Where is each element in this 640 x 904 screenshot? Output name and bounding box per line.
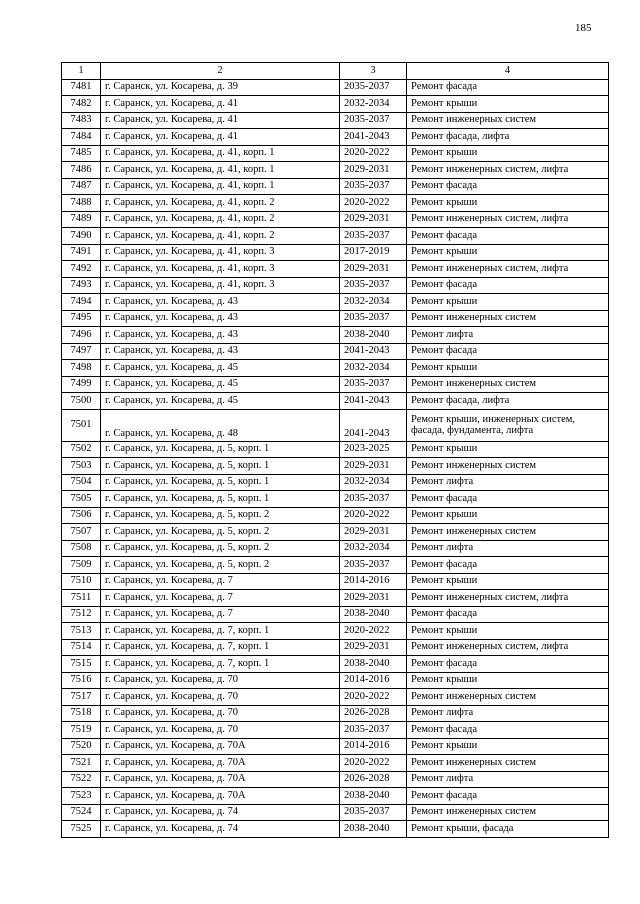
period-cell: 2017-2019: [340, 244, 407, 261]
period-cell: 2029-2031: [340, 261, 407, 278]
row-number-cell: 7512: [62, 606, 101, 623]
period-cell: 2041-2043: [340, 343, 407, 360]
work-type-cell: Ремонт лифта: [407, 474, 609, 491]
row-number-cell: 7488: [62, 195, 101, 212]
table-row: [62, 672, 609, 689]
work-type-cell: Ремонт фасада, лифта: [407, 129, 609, 146]
address-cell: г. Саранск, ул. Косарева, д. 41, корп. 1: [101, 162, 340, 179]
period-cell: 2041-2043: [340, 129, 407, 146]
work-type-cell: Ремонт инженерных систем, лифта: [407, 211, 609, 228]
table-row: [62, 310, 609, 327]
period-cell: 2035-2037: [340, 804, 407, 821]
period-cell: 2038-2040: [340, 821, 407, 838]
table-row: [62, 656, 609, 673]
table-row: [62, 261, 609, 278]
work-type-cell: Ремонт крыши, инженерных систем, фасада, фундамента, лифта: [407, 409, 609, 441]
period-cell: 2026-2028: [340, 771, 407, 788]
row-number-cell: 7499: [62, 376, 101, 393]
period-cell: 2029-2031: [340, 524, 407, 541]
header-col-1: 1: [62, 63, 101, 80]
period-cell: 2029-2031: [340, 639, 407, 656]
row-number-cell: 7513: [62, 623, 101, 640]
work-type-cell: Ремонт крыши: [407, 623, 609, 640]
address-cell: г. Саранск, ул. Косарева, д. 7: [101, 573, 340, 590]
work-type-cell: Ремонт инженерных систем: [407, 458, 609, 475]
address-cell: г. Саранск, ул. Косарева, д. 5, корп. 2: [101, 557, 340, 574]
period-cell: 2020-2022: [340, 507, 407, 524]
table-row: [62, 524, 609, 541]
period-cell: 2020-2022: [340, 195, 407, 212]
work-type-cell: Ремонт фасада: [407, 343, 609, 360]
table-row: [62, 507, 609, 524]
period-cell: 2038-2040: [340, 606, 407, 623]
table-row: [62, 244, 609, 261]
address-cell: г. Саранск, ул. Косарева, д. 5, корп. 2: [101, 507, 340, 524]
table-row: [62, 606, 609, 623]
work-type-cell: Ремонт фасада: [407, 656, 609, 673]
address-cell: г. Саранск, ул. Косарева, д. 43: [101, 310, 340, 327]
address-cell: г. Саранск, ул. Косарева, д. 5, корп. 2: [101, 524, 340, 541]
address-cell: г. Саранск, ул. Косарева, д. 45: [101, 360, 340, 377]
address-cell: г. Саранск, ул. Косарева, д. 74: [101, 821, 340, 838]
work-type-cell: Ремонт фасада: [407, 722, 609, 739]
row-number-cell: 7514: [62, 639, 101, 656]
work-type-cell: Ремонт лифта: [407, 327, 609, 344]
row-number-cell: 7520: [62, 738, 101, 755]
row-number-cell: 7517: [62, 689, 101, 706]
period-cell: 2020-2022: [340, 145, 407, 162]
address-cell: г. Саранск, ул. Косарева, д. 41: [101, 129, 340, 146]
row-number-cell: 7505: [62, 491, 101, 508]
row-number-cell: 7502: [62, 441, 101, 458]
address-cell: г. Саранск, ул. Косарева, д. 41, корп. 1: [101, 178, 340, 195]
period-cell: 2038-2040: [340, 327, 407, 344]
work-type-cell: Ремонт крыши: [407, 672, 609, 689]
table-row: [62, 145, 609, 162]
address-cell: г. Саранск, ул. Косарева, д. 43: [101, 327, 340, 344]
address-cell: г. Саранск, ул. Косарева, д. 70: [101, 705, 340, 722]
address-cell: г. Саранск, ул. Косарева, д. 70А: [101, 788, 340, 805]
period-cell: 2020-2022: [340, 623, 407, 640]
table-row: [62, 623, 609, 640]
table-row: [62, 738, 609, 755]
work-type-cell: Ремонт инженерных систем, лифта: [407, 261, 609, 278]
address-cell: г. Саранск, ул. Косарева, д. 5, корп. 1: [101, 474, 340, 491]
address-cell: г. Саранск, ул. Косарева, д. 41, корп. 2: [101, 195, 340, 212]
table-row: [62, 804, 609, 821]
address-cell: г. Саранск, ул. Косарева, д. 70А: [101, 755, 340, 772]
row-number-cell: 7493: [62, 277, 101, 294]
row-number-cell: 7497: [62, 343, 101, 360]
page-number: 185: [575, 22, 592, 34]
period-cell: 2014-2016: [340, 672, 407, 689]
table-row: [62, 689, 609, 706]
row-number-cell: 7495: [62, 310, 101, 327]
row-number-cell: 7521: [62, 755, 101, 772]
table-row: [62, 639, 609, 656]
address-cell: г. Саранск, ул. Косарева, д. 5, корп. 1: [101, 458, 340, 475]
address-cell: г. Саранск, ул. Косарева, д. 41: [101, 112, 340, 129]
table-row: [62, 162, 609, 179]
work-type-cell: Ремонт фасада: [407, 606, 609, 623]
row-number-cell: 7504: [62, 474, 101, 491]
work-type-cell: Ремонт инженерных систем: [407, 689, 609, 706]
period-cell: 2035-2037: [340, 228, 407, 245]
table-row: [62, 409, 609, 441]
work-type-cell: Ремонт крыши: [407, 195, 609, 212]
address-cell: г. Саранск, ул. Косарева, д. 7: [101, 606, 340, 623]
work-type-cell: Ремонт фасада: [407, 79, 609, 96]
table-row: [62, 441, 609, 458]
row-number-cell: 7483: [62, 112, 101, 129]
period-cell: 2035-2037: [340, 277, 407, 294]
table-row: [62, 343, 609, 360]
address-cell: г. Саранск, ул. Косарева, д. 45: [101, 376, 340, 393]
table-row: [62, 96, 609, 113]
address-cell: г. Саранск, ул. Косарева, д. 48: [101, 409, 340, 441]
address-cell: г. Саранск, ул. Косарева, д. 41, корп. 1: [101, 145, 340, 162]
work-type-cell: Ремонт инженерных систем: [407, 376, 609, 393]
row-number-cell: 7487: [62, 178, 101, 195]
period-cell: 2038-2040: [340, 788, 407, 805]
address-cell: г. Саранск, ул. Косарева, д. 7, корп. 1: [101, 623, 340, 640]
work-type-cell: Ремонт инженерных систем, лифта: [407, 162, 609, 179]
table-row: [62, 540, 609, 557]
work-type-cell: Ремонт крыши: [407, 244, 609, 261]
table-row: [62, 360, 609, 377]
row-number-cell: 7481: [62, 79, 101, 96]
work-type-cell: Ремонт крыши: [407, 573, 609, 590]
row-number-cell: 7484: [62, 129, 101, 146]
row-number-cell: 7485: [62, 145, 101, 162]
table-row: [62, 491, 609, 508]
table-row: [62, 376, 609, 393]
address-cell: г. Саранск, ул. Косарева, д. 45: [101, 393, 340, 410]
work-type-cell: Ремонт лифта: [407, 540, 609, 557]
row-number-cell: 7510: [62, 573, 101, 590]
row-number-cell: 7490: [62, 228, 101, 245]
period-cell: 2038-2040: [340, 656, 407, 673]
work-type-cell: Ремонт инженерных систем: [407, 524, 609, 541]
row-number-cell: 7494: [62, 294, 101, 311]
period-cell: 2041-2043: [340, 409, 407, 441]
row-number-cell: 7519: [62, 722, 101, 739]
period-cell: 2035-2037: [340, 491, 407, 508]
period-cell: 2035-2037: [340, 557, 407, 574]
table-row: [62, 112, 609, 129]
period-cell: 2023-2025: [340, 441, 407, 458]
work-type-cell: Ремонт инженерных систем: [407, 804, 609, 821]
row-number-cell: 7500: [62, 393, 101, 410]
address-cell: г. Саранск, ул. Косарева, д. 70: [101, 689, 340, 706]
address-cell: г. Саранск, ул. Косарева, д. 41, корп. 2: [101, 211, 340, 228]
work-type-cell: Ремонт инженерных систем: [407, 310, 609, 327]
period-cell: 2035-2037: [340, 178, 407, 195]
period-cell: 2035-2037: [340, 722, 407, 739]
period-cell: 2032-2034: [340, 540, 407, 557]
period-cell: 2032-2034: [340, 294, 407, 311]
row-number-cell: 7492: [62, 261, 101, 278]
table-body: [62, 79, 609, 837]
table-row: [62, 195, 609, 212]
work-type-cell: Ремонт крыши, фасада: [407, 821, 609, 838]
work-type-cell: Ремонт фасада: [407, 277, 609, 294]
period-cell: 2029-2031: [340, 162, 407, 179]
table-row: [62, 755, 609, 772]
period-cell: 2014-2016: [340, 738, 407, 755]
table-row: [62, 788, 609, 805]
address-cell: г. Саранск, ул. Косарева, д. 70А: [101, 738, 340, 755]
work-type-cell: Ремонт лифта: [407, 705, 609, 722]
address-cell: г. Саранск, ул. Косарева, д. 39: [101, 79, 340, 96]
period-cell: 2035-2037: [340, 112, 407, 129]
period-cell: 2020-2022: [340, 689, 407, 706]
address-cell: г. Саранск, ул. Косарева, д. 70: [101, 722, 340, 739]
table-row: [62, 277, 609, 294]
table-row: [62, 327, 609, 344]
period-cell: 2029-2031: [340, 211, 407, 228]
table-row: [62, 557, 609, 574]
work-type-cell: Ремонт крыши: [407, 294, 609, 311]
work-type-cell: Ремонт крыши: [407, 145, 609, 162]
table-row: [62, 705, 609, 722]
work-type-cell: Ремонт фасада: [407, 228, 609, 245]
address-cell: г. Саранск, ул. Косарева, д. 5, корп. 1: [101, 491, 340, 508]
address-cell: г. Саранск, ул. Косарева, д. 41: [101, 96, 340, 113]
address-cell: г. Саранск, ул. Косарева, д. 41, корп. 3: [101, 244, 340, 261]
period-cell: 2029-2031: [340, 590, 407, 607]
header-col-2: 2: [101, 63, 340, 80]
row-number-cell: 7518: [62, 705, 101, 722]
address-cell: г. Саранск, ул. Косарева, д. 74: [101, 804, 340, 821]
period-cell: 2029-2031: [340, 458, 407, 475]
work-type-cell: Ремонт фасада, лифта: [407, 393, 609, 410]
work-type-cell: Ремонт крыши: [407, 738, 609, 755]
table-row: [62, 573, 609, 590]
work-type-cell: Ремонт крыши: [407, 96, 609, 113]
period-cell: 2035-2037: [340, 376, 407, 393]
header-col-4: 4: [407, 63, 609, 80]
work-type-cell: Ремонт крыши: [407, 507, 609, 524]
period-cell: 2032-2034: [340, 474, 407, 491]
table-row: [62, 178, 609, 195]
work-type-cell: Ремонт фасада: [407, 491, 609, 508]
address-cell: г. Саранск, ул. Косарева, д. 70А: [101, 771, 340, 788]
row-number-cell: 7523: [62, 788, 101, 805]
header-col-3: 3: [340, 63, 407, 80]
row-number-cell: 7515: [62, 656, 101, 673]
row-number-cell: 7506: [62, 507, 101, 524]
period-cell: 2032-2034: [340, 360, 407, 377]
address-cell: г. Саранск, ул. Косарева, д. 41, корп. 3: [101, 261, 340, 278]
address-cell: г. Саранск, ул. Косарева, д. 7: [101, 590, 340, 607]
period-cell: 2026-2028: [340, 705, 407, 722]
row-number-cell: 7501: [62, 409, 101, 441]
address-cell: г. Саранск, ул. Косарева, д. 41, корп. 3: [101, 277, 340, 294]
table-row: [62, 590, 609, 607]
row-number-cell: 7503: [62, 458, 101, 475]
row-number-cell: 7482: [62, 96, 101, 113]
row-number-cell: 7491: [62, 244, 101, 261]
period-cell: 2032-2034: [340, 96, 407, 113]
header-row: [62, 63, 609, 80]
work-type-cell: Ремонт крыши: [407, 441, 609, 458]
row-number-cell: 7486: [62, 162, 101, 179]
row-number-cell: 7522: [62, 771, 101, 788]
work-type-cell: Ремонт инженерных систем: [407, 755, 609, 772]
work-type-cell: Ремонт крыши: [407, 360, 609, 377]
row-number-cell: 7489: [62, 211, 101, 228]
period-cell: 2035-2037: [340, 79, 407, 96]
period-cell: 2041-2043: [340, 393, 407, 410]
row-number-cell: 7508: [62, 540, 101, 557]
repair-schedule-table: [61, 62, 609, 838]
address-cell: г. Саранск, ул. Косарева, д. 41, корп. 2: [101, 228, 340, 245]
table-row: [62, 458, 609, 475]
work-type-cell: Ремонт инженерных систем: [407, 112, 609, 129]
table-row: [62, 821, 609, 838]
row-number-cell: 7511: [62, 590, 101, 607]
row-number-cell: 7507: [62, 524, 101, 541]
work-type-cell: Ремонт фасада: [407, 178, 609, 195]
table-row: [62, 722, 609, 739]
address-cell: г. Саранск, ул. Косарева, д. 43: [101, 294, 340, 311]
address-cell: г. Саранск, ул. Косарева, д. 70: [101, 672, 340, 689]
row-number-cell: 7525: [62, 821, 101, 838]
table-row: [62, 771, 609, 788]
work-type-cell: Ремонт фасада: [407, 557, 609, 574]
table-row: [62, 211, 609, 228]
table-row: [62, 129, 609, 146]
row-number-cell: 7524: [62, 804, 101, 821]
address-cell: г. Саранск, ул. Косарева, д. 5, корп. 2: [101, 540, 340, 557]
table-row: [62, 294, 609, 311]
work-type-cell: Ремонт инженерных систем, лифта: [407, 590, 609, 607]
address-cell: г. Саранск, ул. Косарева, д. 43: [101, 343, 340, 360]
row-number-cell: 7496: [62, 327, 101, 344]
row-number-cell: 7509: [62, 557, 101, 574]
period-cell: 2014-2016: [340, 573, 407, 590]
address-cell: г. Саранск, ул. Косарева, д. 5, корп. 1: [101, 441, 340, 458]
period-cell: 2035-2037: [340, 310, 407, 327]
row-number-cell: 7516: [62, 672, 101, 689]
period-cell: 2020-2022: [340, 755, 407, 772]
table-row: [62, 393, 609, 410]
table-row: [62, 474, 609, 491]
address-cell: г. Саранск, ул. Косарева, д. 7, корп. 1: [101, 656, 340, 673]
table-row: [62, 228, 609, 245]
row-number-cell: 7498: [62, 360, 101, 377]
table-header: [62, 63, 609, 80]
work-type-cell: Ремонт инженерных систем, лифта: [407, 639, 609, 656]
work-type-cell: Ремонт фасада: [407, 788, 609, 805]
address-cell: г. Саранск, ул. Косарева, д. 7, корп. 1: [101, 639, 340, 656]
work-type-cell: Ремонт лифта: [407, 771, 609, 788]
table-row: [62, 79, 609, 96]
